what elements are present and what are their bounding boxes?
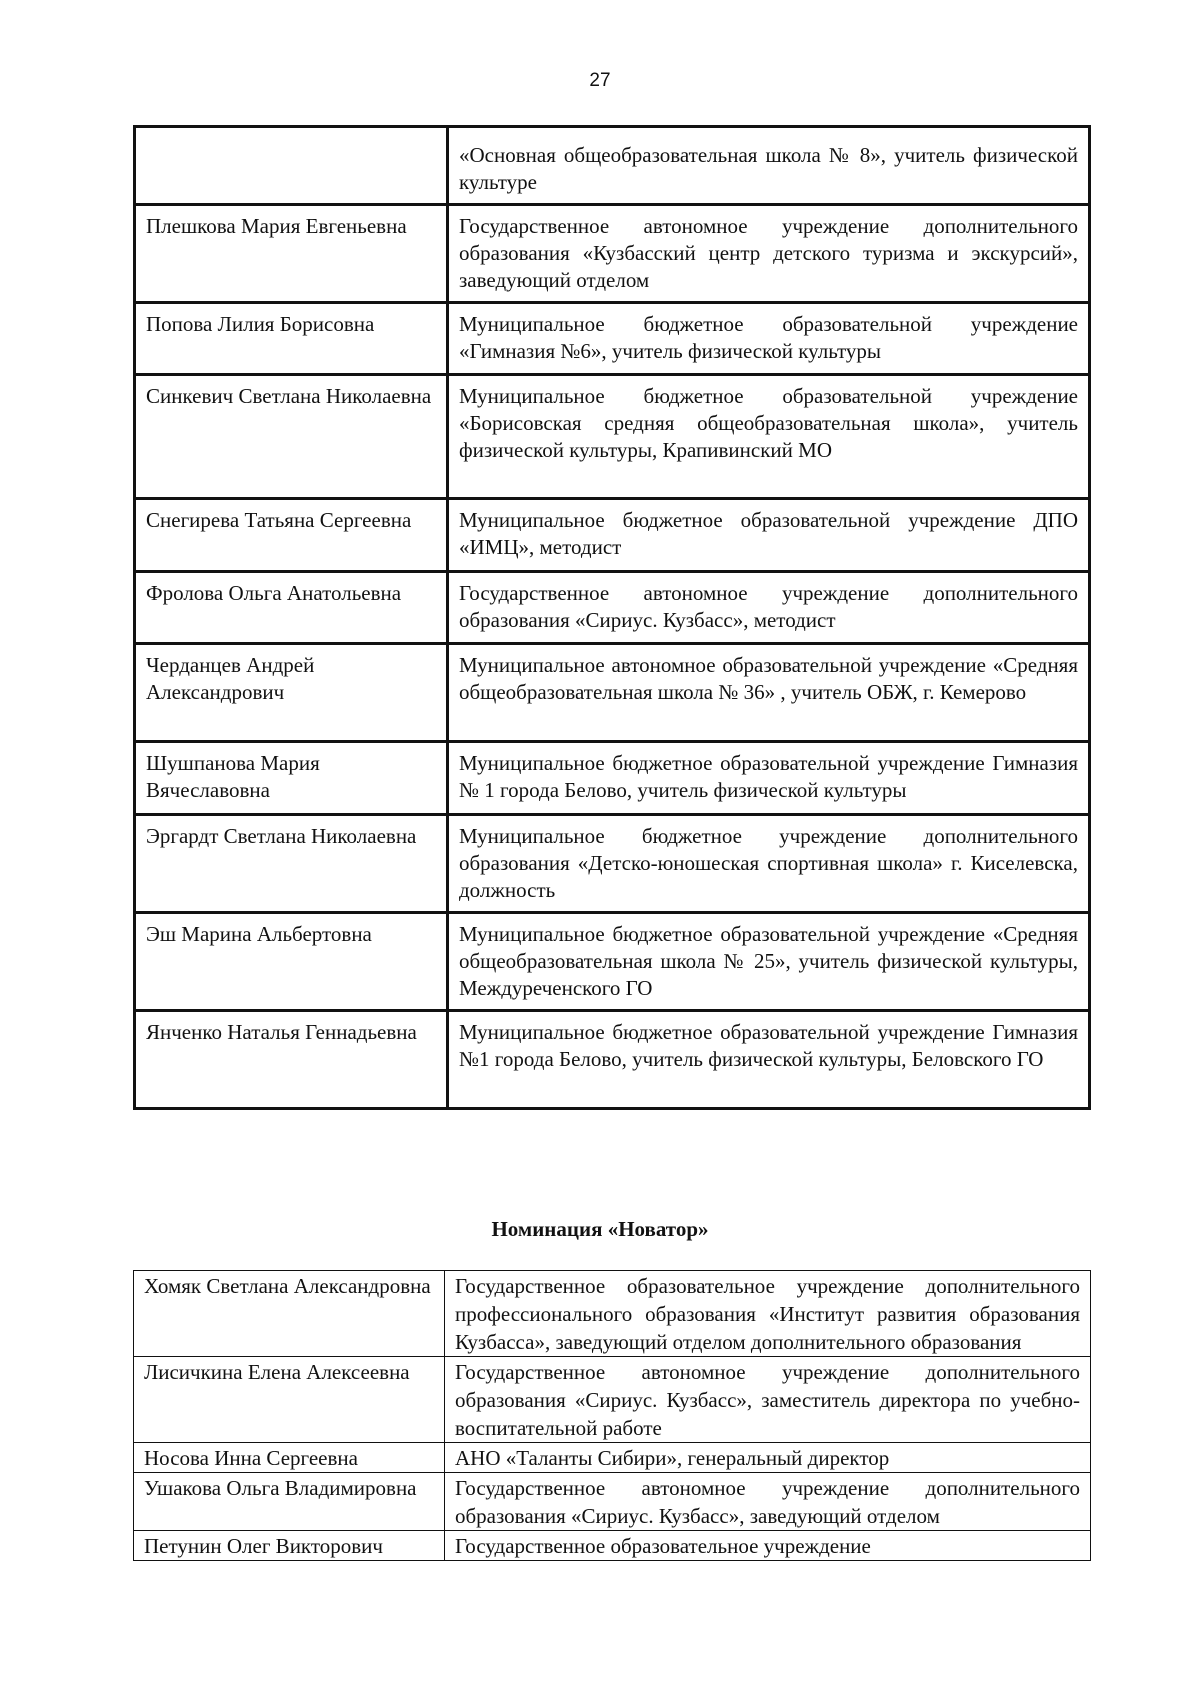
person-name: Плешкова Мария Евгеньевна [135,205,448,303]
table-row [135,644,1090,742]
table-row [135,375,1090,499]
person-name: Эргардт Светлана Николаевна [135,815,448,913]
person-name: Синкевич Светлана Николаевна [135,375,448,499]
person-name: Янченко Наталья Геннадьевна [135,1011,448,1109]
organization-position: Государственное образовательное учреждение дополнительного профессионального образования «Институт развития образования Кузбасса», заведующий отделом дополнительного образования [445,1271,1091,1357]
table-row [135,499,1090,572]
organization-position: Государственное образовательное учреждение [445,1531,1091,1561]
table-row [134,1473,1091,1531]
table-row [135,1011,1090,1109]
table-row [135,205,1090,303]
person-name: Попова Лилия Борисовна [135,303,448,375]
organization-position: Муниципальное бюджетное образовательной учреждение «Гимназия №6», учитель физической культуры [448,303,1090,375]
organization-position: Муниципальное бюджетное образовательной учреждение Гимназия № 1 города Белово, учитель физической культуры [448,742,1090,815]
organization-position: Государственное автономное учреждение дополнительного образования «Сириус. Кузбасс», методист [448,572,1090,644]
organization-position: Муниципальное бюджетное учреждение дополнительного образования «Детско-юношеская спортивная школа» г. Киселевска, должность [448,815,1090,913]
table-row [135,815,1090,913]
person-name: Снегирева Татьяна Сергеевна [135,499,448,572]
table-row [134,1271,1091,1357]
table-row [135,913,1090,1011]
table-row [135,742,1090,815]
organization-position: Государственное автономное учреждение дополнительного образования «Кузбасский центр детского туризма и экскурсий», заведующий отделом [448,205,1090,303]
organization-position: Муниципальное бюджетное образовательной учреждение «Средняя общеобразовательная школа № 25», учитель физической культуры, Междуреченского ГО [448,913,1090,1011]
person-name: Петунин Олег Викторович [134,1531,445,1561]
organization-position: «Основная общеобразовательная школа № 8», учитель физической культуре [448,127,1090,205]
organization-position: Муниципальное бюджетное образовательной учреждение «Борисовская средняя общеобразовательная школа», учитель физической культуры, Крапивинский МО [448,375,1090,499]
section-heading: Номинация «Новатор» [491,1217,709,1241]
person-name: Ушакова Ольга Владимировна [134,1473,445,1531]
table-row [134,1531,1091,1561]
page-number: 27 [589,70,611,91]
organization-position: Муниципальное бюджетное образовательной учреждение Гимназия №1 города Белово, учитель физической культуры, Беловского ГО [448,1011,1090,1109]
table-row [134,1357,1091,1443]
organization-position: Муниципальное бюджетное образовательной учреждение ДПО «ИМЦ», методист [448,499,1090,572]
person-name: Хомяк Светлана Александровна [134,1271,445,1357]
table-row [135,303,1090,375]
organization-position: Государственное автономное учреждение дополнительного образования «Сириус. Кузбасс», заместитель директора по учебно-воспитательной работе [445,1357,1091,1443]
table-row [135,572,1090,644]
person-name: Черданцев Андрей Александрович [135,644,448,742]
novator-table [133,1270,1091,1561]
table-row [134,1443,1091,1473]
organization-position: Государственное автономное учреждение дополнительного образования «Сириус. Кузбасс», заведующий отделом [445,1473,1091,1531]
person-name: Шушпанова Мария Вячеславовна [135,742,448,815]
person-name: Фролова Ольга Анатольевна [135,572,448,644]
person-name: Носова Инна Сергеевна [134,1443,445,1473]
organization-position: АНО «Таланты Сибири», генеральный директор [445,1443,1091,1473]
jury-table [133,125,1091,1110]
person-name [135,127,448,205]
person-name: Эш Марина Альбертовна [135,913,448,1011]
organization-position: Муниципальное автономное образовательной учреждение «Средняя общеобразовательная школа № 36» , учитель ОБЖ, г. Кемерово [448,644,1090,742]
person-name: Лисичкина Елена Алексеевна [134,1357,445,1443]
table-row [135,127,1090,205]
